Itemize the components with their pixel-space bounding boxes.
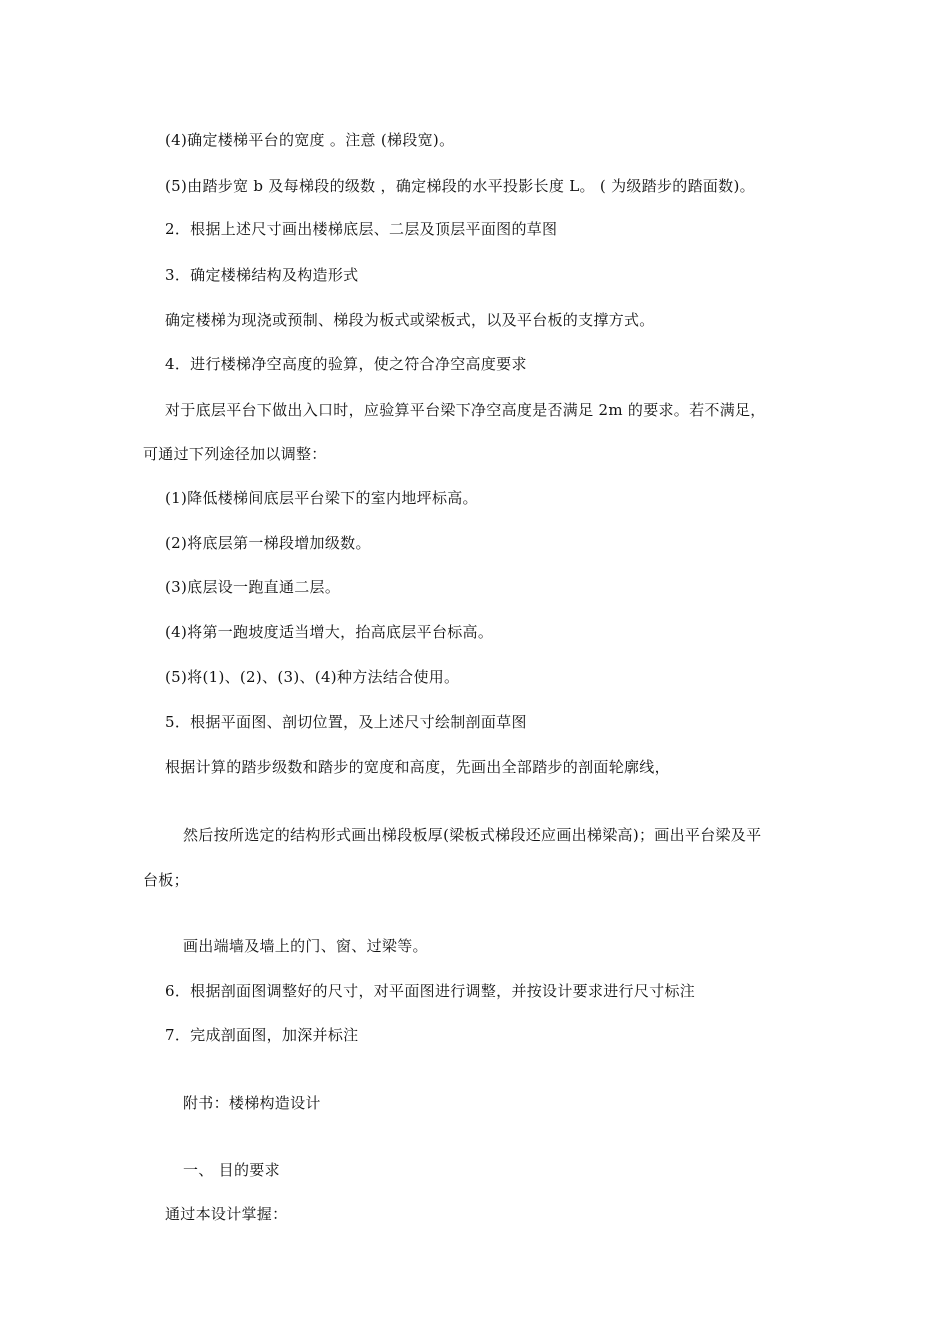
section-heading: 一、 目的要求 [183, 1161, 280, 1179]
list-item: (4)将第一跑坡度适当增大，抬高底层平台标高。 [165, 623, 494, 641]
text-line: (4)确定楼梯平台的宽度 。注意 (梯段宽)。 [165, 131, 455, 149]
list-item: (2)将底层第一梯段增加级数。 [165, 534, 371, 552]
section-heading: 6．根据剖面图调整好的尺寸，对平面图进行调整，并按设计要求进行尺寸标注 [165, 982, 696, 1000]
text-line: 确定楼梯为现浇或预制、梯段为板式或梁板式，以及平台板的支撑方式。 [165, 311, 655, 329]
text-line: 对于底层平台下做出入口时，应验算平台梁下净空高度是否满足 2m 的要求。若不满足， [165, 401, 766, 419]
section-heading: 7．完成剖面图，加深并标注 [165, 1026, 359, 1044]
text-line: 根据计算的踏步级数和踏步的宽度和高度，先画出全部踏步的剖面轮廓线， [165, 758, 670, 776]
list-item: (5)将(1)、(2)、(3)、(4)种方法结合使用。 [165, 668, 460, 686]
section-heading: 4．进行楼梯净空高度的验算，使之符合净空高度要求 [165, 355, 527, 373]
text-line: 然后按所选定的结构形式画出梯段板厚(梁板式梯段还应画出梯梁高)；画出平台梁及平 [183, 826, 762, 844]
section-heading: 5．根据平面图、剖切位置，及上述尺寸绘制剖面草图 [165, 713, 527, 731]
text-line: 通过本设计掌握： [165, 1205, 288, 1223]
appendix-title: 附书：楼梯构造设计 [183, 1094, 321, 1112]
list-item: (1)降低楼梯间底层平台梁下的室内地坪标高。 [165, 489, 478, 507]
text-line: 画出端墙及墙上的门、窗、过梁等。 [183, 937, 428, 955]
text-line: 台板； [143, 871, 189, 889]
section-heading: 3．确定楼梯结构及构造形式 [165, 266, 359, 284]
text-line: 可通过下列途径加以调整： [143, 445, 327, 463]
list-item: (3)底层设一跑直通二层。 [165, 578, 341, 596]
section-heading: 2．根据上述尺寸画出楼梯底层、二层及顶层平面图的草图 [165, 220, 558, 238]
text-line: (5)由踏步宽 b 及每梯段的级数 ，确定梯段的水平投影长度 L。 ( 为级踏步的踏面数)。 [165, 177, 755, 195]
